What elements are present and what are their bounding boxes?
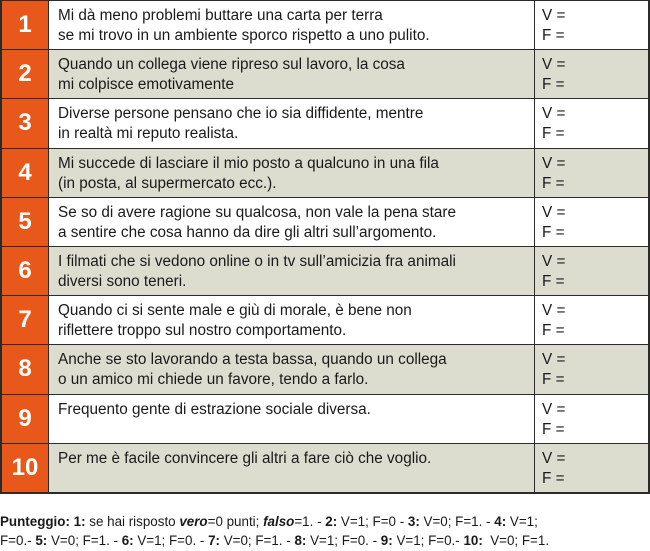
score-text: V=0; F=1. - <box>220 533 295 548</box>
question-text <box>49 444 535 492</box>
false-answer-field[interactable]: F = <box>542 469 565 487</box>
score-key: 2: <box>325 514 338 529</box>
question-text-line: mi colpisce emotivamente <box>58 76 234 94</box>
false-answer-field[interactable]: F = <box>542 76 565 94</box>
score-key: vero <box>179 514 208 529</box>
question-text <box>49 99 535 147</box>
question-text-line: Frequento gente di estrazione sociale diversa. <box>58 400 371 418</box>
answer-cell[interactable] <box>535 296 648 344</box>
answer-cell[interactable] <box>535 395 648 443</box>
score-key: 5: <box>35 533 48 548</box>
score-key: 7: <box>208 533 220 548</box>
score-text: V=1; F=0 - <box>337 514 408 529</box>
question-text-line: se mi trovo in un ambiente sporco rispetto a uno pulito. <box>58 27 430 44</box>
question-text-line <box>58 469 534 489</box>
question-text <box>49 247 535 295</box>
score-key: 4: <box>494 514 507 529</box>
answer-cell[interactable] <box>535 198 648 246</box>
question-number: 8 <box>2 345 49 393</box>
question-number: 1 <box>2 1 49 49</box>
score-key: Punteggio: 1: <box>0 514 86 529</box>
score-key: 9: <box>380 533 393 548</box>
score-text: =0 punti; <box>207 514 264 529</box>
question-text-line: Quando ci si sente male e giù di morale, è bene non <box>58 302 412 320</box>
question-number: 6 <box>2 247 49 295</box>
question-number: 7 <box>2 296 49 344</box>
question-text-line: (in posta, al supermercato ecc.). <box>58 174 277 192</box>
question-row <box>2 50 648 99</box>
question-number: 5 <box>2 198 49 246</box>
score-key: 8: <box>294 533 307 548</box>
true-answer-field[interactable]: V = <box>542 351 566 369</box>
question-row <box>2 395 648 444</box>
question-text <box>49 296 535 344</box>
question-row <box>2 444 648 492</box>
true-answer-field[interactable]: V = <box>542 7 566 24</box>
score-text: V=1; F=0.- <box>392 533 464 548</box>
question-text-line: Per me è facile convincere gli altri a fare ciò che voglio. <box>58 449 432 467</box>
question-text-line: Mi succede di lasciare il mio posto a qualcuno in una fila <box>58 154 439 172</box>
score-text: =1. - <box>294 514 326 529</box>
true-answer-field[interactable]: V = <box>542 105 566 123</box>
true-answer-field[interactable]: V = <box>542 252 566 270</box>
question-text-line: Anche se sto lavorando a testa bassa, quando un collega <box>58 351 447 369</box>
false-answer-field[interactable]: F = <box>542 125 565 143</box>
question-number: 3 <box>2 99 49 147</box>
question-text <box>49 345 535 393</box>
score-key: 10: <box>463 533 483 548</box>
question-row <box>2 345 648 394</box>
question-row <box>2 296 648 345</box>
answer-cell[interactable] <box>535 149 648 197</box>
false-answer-field[interactable]: F = <box>542 420 565 438</box>
question-number: 9 <box>2 395 49 443</box>
score-text: V=1; F=0. - <box>133 533 209 548</box>
scoring-line-2 <box>0 531 650 550</box>
score-key: falso <box>263 514 295 529</box>
question-row <box>2 198 648 247</box>
true-answer-field[interactable]: V = <box>542 154 566 172</box>
score-key: 3: <box>407 514 420 529</box>
true-answer-field[interactable]: V = <box>542 56 566 74</box>
score-key: 6: <box>121 533 134 548</box>
question-text <box>49 198 535 246</box>
question-text <box>49 149 535 197</box>
scoring-line-1 <box>0 512 650 531</box>
question-row <box>2 149 648 198</box>
false-answer-field[interactable]: F = <box>542 223 565 241</box>
score-text: se hai risposto <box>85 514 180 529</box>
false-answer-field[interactable]: F = <box>542 371 565 389</box>
question-text <box>49 1 535 49</box>
question-text-line: Quando un collega viene ripreso sul lavoro, la cosa <box>58 56 405 74</box>
false-answer-field[interactable]: F = <box>542 174 565 192</box>
answer-cell[interactable] <box>535 99 648 147</box>
question-text-line: diversi sono teneri. <box>58 272 187 290</box>
score-text: V=0; F=1. <box>482 533 550 548</box>
question-text <box>49 395 535 443</box>
answer-cell[interactable] <box>535 345 648 393</box>
question-row <box>2 247 648 296</box>
question-text-line: riflettere troppo sul nostro comportamento. <box>58 322 347 340</box>
question-text-line: in realtà mi reputo realista. <box>58 125 239 143</box>
score-text: V=0; F=1. - <box>47 533 122 548</box>
score-text: F=0.- <box>0 533 36 548</box>
question-number: 10 <box>2 444 49 492</box>
true-answer-field[interactable]: V = <box>542 203 566 221</box>
question-row <box>2 99 648 148</box>
question-text-line <box>58 420 534 440</box>
question-text-line: Mi dà meno problemi buttare una carta per terra <box>58 7 383 24</box>
question-text-line: o un amico mi chiede un favore, tendo a farlo. <box>58 371 369 389</box>
false-answer-field[interactable]: F = <box>542 322 565 340</box>
answer-cell[interactable] <box>535 1 648 49</box>
false-answer-field[interactable]: F = <box>542 27 565 44</box>
question-row <box>2 1 648 50</box>
answer-cell[interactable] <box>535 247 648 295</box>
question-text-line: Se so di avere ragione su qualcosa, non vale la pena stare <box>58 203 456 221</box>
scoring-footer <box>0 512 650 550</box>
answer-cell[interactable] <box>535 50 648 98</box>
false-answer-field[interactable]: F = <box>542 272 565 290</box>
true-answer-field[interactable]: V = <box>542 400 566 418</box>
question-text-line: a sentire che cosa hanno da dire gli altri sull’argomento. <box>58 223 437 241</box>
answer-cell[interactable] <box>535 444 648 492</box>
question-text-line: Diverse persone pensano che io sia diffidente, mentre <box>58 105 424 123</box>
score-text: V=1; <box>506 514 538 529</box>
question-text-line: I filmati che si vedono online o in tv sull’amicizia fra animali <box>58 252 456 270</box>
true-answer-field[interactable]: V = <box>542 302 566 320</box>
true-answer-field[interactable]: V = <box>542 449 566 467</box>
question-number: 2 <box>2 50 49 98</box>
score-text: V=0; F=1. - <box>419 514 495 529</box>
score-text: V=1; F=0. - <box>306 533 381 548</box>
question-text <box>49 50 535 98</box>
question-number: 4 <box>2 149 49 197</box>
